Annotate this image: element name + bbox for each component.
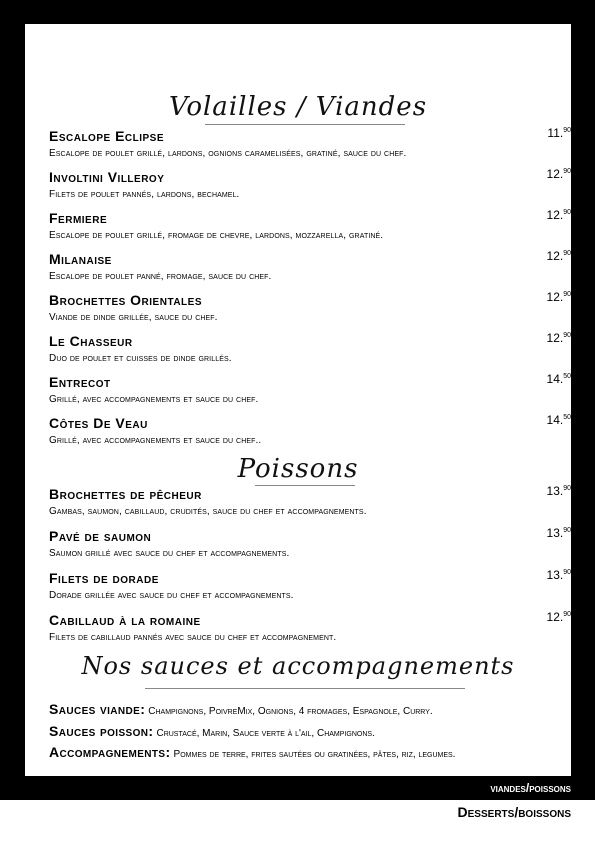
item-price — [547, 208, 571, 222]
price-main: 12. — [546, 610, 564, 624]
item-price — [547, 290, 571, 304]
item-description: Duo de poulet et cuisses de dinde grillés. — [49, 353, 232, 364]
item-description: Escalope de poulet panné, fromage, sauce du chef. — [49, 271, 272, 282]
item-price — [547, 413, 571, 427]
item-name: Filets de dorade — [49, 570, 159, 586]
title-underline — [145, 688, 465, 689]
item-name: Fermiere — [49, 210, 108, 226]
item-price — [547, 568, 571, 582]
price-main: 13. — [546, 484, 564, 498]
item-description: Viande de dinde grillée, sauce du chef. — [49, 312, 218, 323]
price-main: 11. — [547, 126, 564, 140]
item-name: Escalope Eclipse — [49, 128, 165, 144]
sauce-line — [49, 744, 455, 762]
price-cents: 90 — [563, 569, 571, 576]
price-cents: 90 — [563, 168, 571, 175]
item-price — [547, 249, 571, 263]
item-name: Côtes De Veau — [49, 415, 148, 431]
price-cents: 90 — [563, 485, 571, 492]
section-title-poissons: Poissons — [237, 454, 359, 484]
item-name: Entrecot — [49, 374, 111, 390]
item-description: Escalope de poulet grillé, fromage de chevre, lardons, mozzarella, gratiné. — [49, 230, 384, 241]
sauce-label: Sauces poisson: — [49, 723, 154, 739]
item-price — [547, 167, 571, 181]
title-underline — [255, 485, 355, 486]
price-main: 12. — [546, 290, 564, 304]
item-price — [547, 610, 571, 624]
item-name: Pavé de saumon — [49, 528, 152, 544]
sauce-line — [49, 723, 375, 741]
price-main: 14. — [546, 372, 564, 386]
price-cents: 90 — [563, 291, 571, 298]
item-price — [547, 484, 571, 498]
item-name: Cabillaud à la romaine — [49, 612, 201, 628]
price-cents: 50 — [563, 373, 571, 380]
price-cents: 90 — [563, 209, 571, 216]
menu-page — [25, 24, 571, 776]
price-main: 12. — [546, 208, 564, 222]
price-main: 12. — [546, 167, 564, 181]
item-description: Filets de cabillaud pannés avec sauce du chef et accompagnement. — [49, 632, 337, 643]
price-main: 14. — [546, 413, 564, 427]
section-title-volailles: Volailles / Viandes — [168, 92, 428, 122]
price-cents: 90 — [563, 527, 571, 534]
sauce-value: Crustacé, Marin, Sauce verte à l'ail, Champignons. — [156, 728, 375, 739]
price-main: 12. — [546, 331, 564, 345]
item-price — [547, 331, 571, 345]
item-name: Brochettes Orientales — [49, 292, 202, 308]
price-cents: 90 — [563, 611, 571, 618]
section-title-sauces: Nos sauces et accompagnements — [81, 652, 515, 680]
item-price — [547, 372, 571, 386]
price-cents: 50 — [563, 414, 571, 421]
price-main: 13. — [546, 526, 564, 540]
item-name: Milanaise — [49, 251, 112, 267]
tab-desserts-boissons[interactable]: Desserts/boissons — [457, 804, 571, 820]
item-description: Grillé, avec accompagnements et sauce du chef. — [49, 394, 259, 405]
price-cents: 90 — [563, 332, 571, 339]
price-cents: 90 — [563, 250, 571, 257]
sauce-line — [49, 701, 433, 719]
item-description: Escalope de poulet grillé, lardons, ognions caramelisées, gratiné, sauce du chef. — [49, 148, 407, 159]
item-description: Grillé, avec accompagnements et sauce du chef.. — [49, 435, 262, 446]
item-name: Brochettes de pêcheur — [49, 486, 202, 502]
item-price — [547, 126, 571, 140]
sauce-value: Pommes de terre, frites sautées ou gratinées, pâtes, riz, legumes. — [173, 749, 456, 760]
item-description: Filets de poulet pannés, lardons, bechamel. — [49, 189, 240, 200]
item-description: Dorade grillée avec sauce du chef et accompagnements. — [49, 590, 294, 601]
item-description: Gambas, saumon, cabillaud, crudités, sauce du chef et accompagnements. — [49, 506, 367, 517]
item-name: Involtini Villeroy — [49, 169, 165, 185]
item-description: Saumon grillé avec sauce du chef et accompagnements. — [49, 548, 290, 559]
item-name: Le Chasseur — [49, 333, 133, 349]
price-main: 12. — [546, 249, 564, 263]
sauce-label: Accompagnements: — [49, 744, 171, 760]
tab-viandes-poissons[interactable]: viandes/poissons — [490, 781, 571, 795]
price-main: 13. — [546, 568, 564, 582]
title-underline — [205, 124, 405, 125]
item-price — [547, 526, 571, 540]
sauce-value: Champignons, PoivreMix, Ognions, 4 fromages, Espagnole, Curry. — [148, 706, 433, 717]
price-cents: 90 — [563, 127, 571, 134]
sauce-label: Sauces viande: — [49, 701, 146, 717]
